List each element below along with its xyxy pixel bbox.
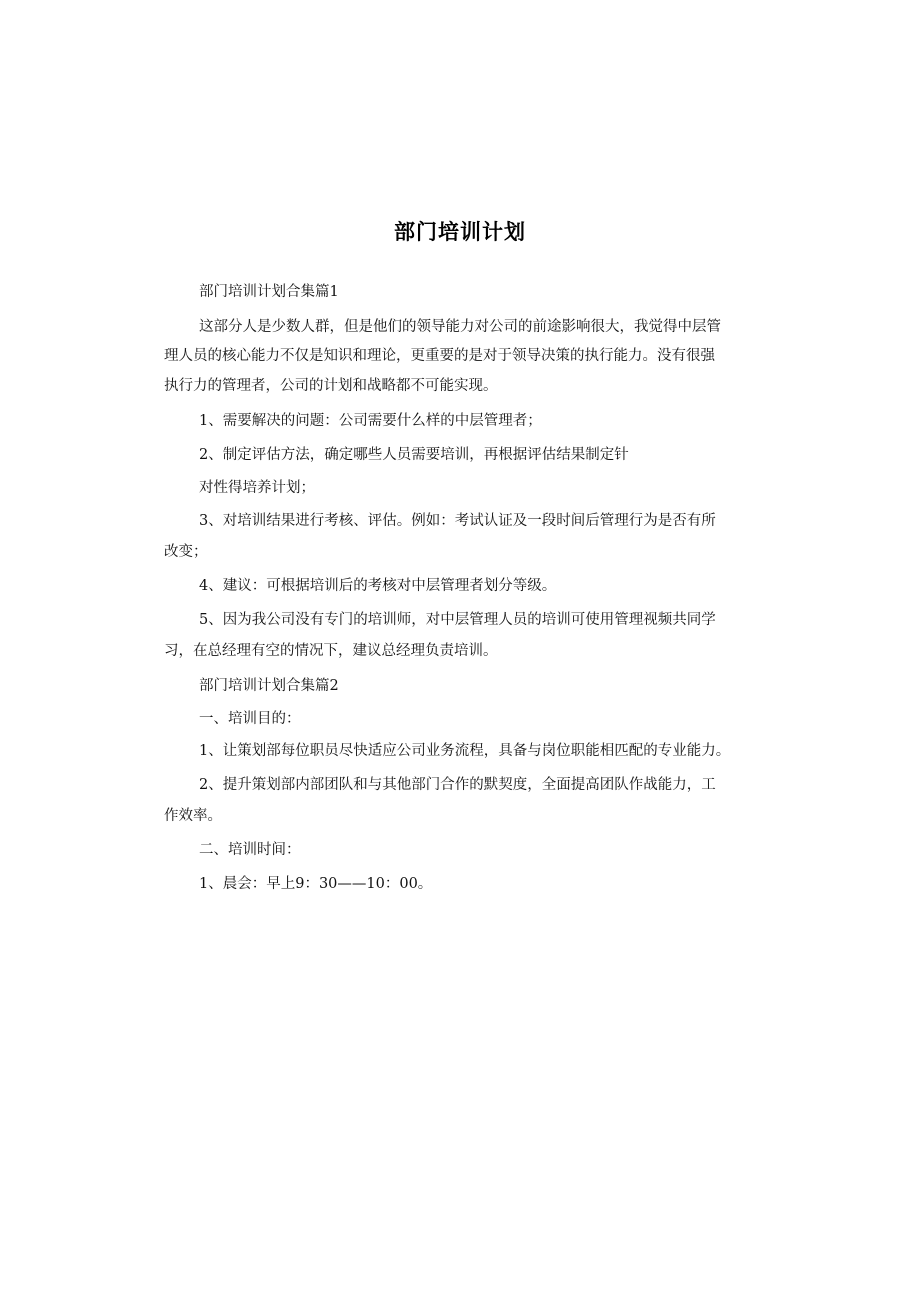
- list-item: 2、提升策划部内部团队和与其他部门合作的默契度，全面提高团队作战能力，工: [199, 777, 716, 793]
- subheading: 二、培训时间：: [199, 842, 301, 858]
- subheading: 一、培训目的：: [199, 711, 301, 727]
- paragraph-line: 习，在总经理有空的情况下，建议总经理负责培训。: [164, 643, 498, 659]
- list-item: 2、制定评估方法，确定哪些人员需要培训，再根据评估结果制定针: [199, 447, 629, 463]
- paragraph-line: 理人员的核心能力不仅是知识和理论，更重要的是对于领导决策的执行能力。没有很强: [164, 348, 715, 364]
- list-item: 5、因为我公司没有专门的培训师，对中层管理人员的培训可使用管理视频共同学: [199, 612, 716, 628]
- paragraph-line: 对性得培养计划；: [199, 480, 315, 496]
- paragraph-line: 执行力的管理者，公司的计划和战略都不可能实现。: [164, 378, 498, 394]
- list-item: 1、晨会：早上9：30——10：00。: [199, 876, 433, 892]
- list-item: 1、需要解决的问题：公司需要什么样的中层管理者；: [199, 413, 542, 429]
- list-item: 1、让策划部每位职员尽快适应公司业务流程，具备与岗位职能相匹配的专业能力。: [199, 743, 731, 759]
- paragraph-line: 改变；: [164, 544, 208, 560]
- paragraph-line: 作效率。: [164, 808, 222, 824]
- paragraph-line: 这部分人是少数人群，但是他们的领导能力对公司的前途影响很大，我觉得中层管: [199, 319, 721, 335]
- list-item: 3、对培训结果进行考核、评估。例如：考试认证及一段时间后管理行为是否有所: [199, 513, 716, 529]
- list-item: 4、建议：可根据培训后的考核对中层管理者划分等级。: [199, 578, 557, 594]
- document-title: 部门培训计划: [394, 220, 526, 244]
- section-heading-2: 部门培训计划合集篇2: [199, 678, 339, 694]
- section-heading-1: 部门培训计划合集篇1: [199, 284, 339, 300]
